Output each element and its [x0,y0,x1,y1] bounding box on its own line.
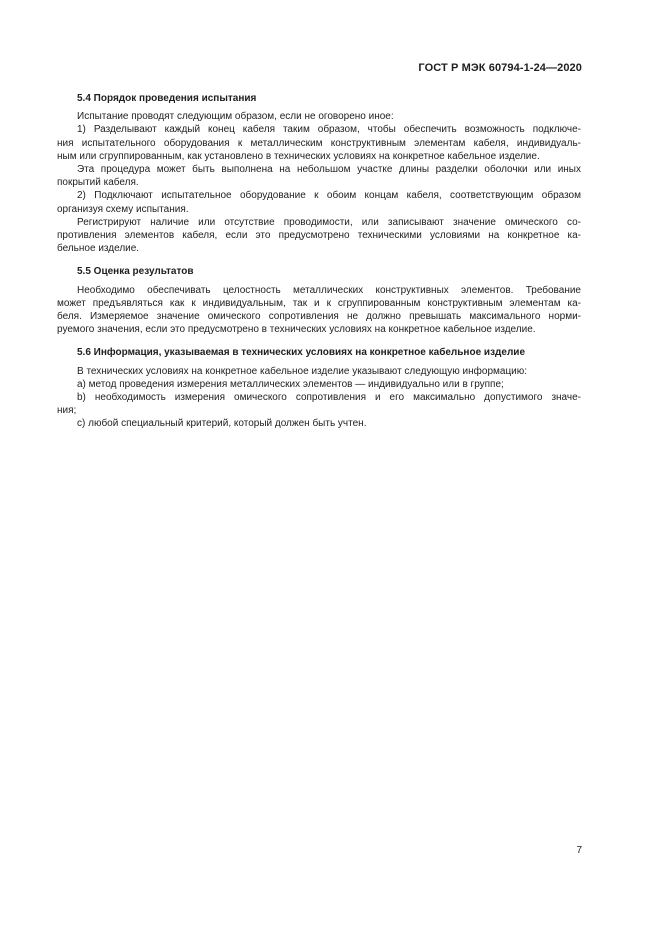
text-line: ния испытательного оборудования к металлическим конструктивным элементам кабеля, индивидуаль- [57,137,581,149]
section-text [57,110,581,255]
text-line: a) метод проведения измерения металлических элементов — индивидуально или в группе; [77,378,504,390]
text-line: b) необходимость измерения омического сопротивления и его максимально допустимого значе- [77,392,581,404]
text-line: Эта процедура может быть выполнена на небольшом участке длины разделки оболочки или иных [77,164,581,176]
text-line: Регистрируют наличие или отсутствие проводимости, или записывают значение омического со- [77,216,581,228]
section-5-4 [57,92,581,255]
text-line: может предъявляться как к индивидуальным, так и к сгруппированным конструктивным элементам ка- [57,297,581,309]
text-line: беля. Измеряемое значение омического сопротивления не должно превышать максимального норми- [57,311,581,323]
text-line: 1) Разделывают каждый конец кабеля таким образом, чтобы обеспечить возможность подключе- [77,124,581,136]
text-line: руемого значения, если это предусмотрено в технических условиях на конкретное кабельное изделие. [57,324,536,336]
section-5-6 [57,346,581,430]
text-line: ным или сгруппированным, как установлено в технических условиях на конкретное кабельное изделие. [57,150,540,162]
text-line: 2) Подключают испытательное оборудование к обоим концам кабеля, соответствующим образом [77,190,581,202]
text-line: ния; [57,405,77,417]
text-line: Необходимо обеспечивать целостность металлических конструктивных элементов. Требование [77,284,581,296]
text-line: организуя схему испытания. [57,203,189,215]
section-heading: 5.5 Оценка результатов [77,266,194,278]
section-heading: 5.4 Порядок проведения испытания [77,93,257,104]
text-line: В технических условиях на конкретное кабельное изделие указывают следующую информацию: [77,365,528,377]
section-heading: 5.6 Информация, указываемая в технических условиях на конкретное кабельное изделие [77,347,526,359]
page-number: 7 [576,845,582,856]
section-text [57,365,581,431]
text-line: покрытий кабеля. [57,177,139,189]
document-code-header: ГОСТ Р МЭК 60794-1-24—2020 [418,62,582,74]
text-line: противления элементов кабеля, если это предусмотрено техническими условиями на конкретное ка- [57,230,581,242]
text-line: бельное изделие. [57,243,140,255]
text-line: c) любой специальный критерий, который должен быть учтен. [77,418,367,430]
text-line: Испытание проводят следующим образом, если не оговорено иное: [77,111,394,123]
section-5-5 [57,265,581,336]
document-body [57,92,581,441]
section-text [57,284,581,337]
